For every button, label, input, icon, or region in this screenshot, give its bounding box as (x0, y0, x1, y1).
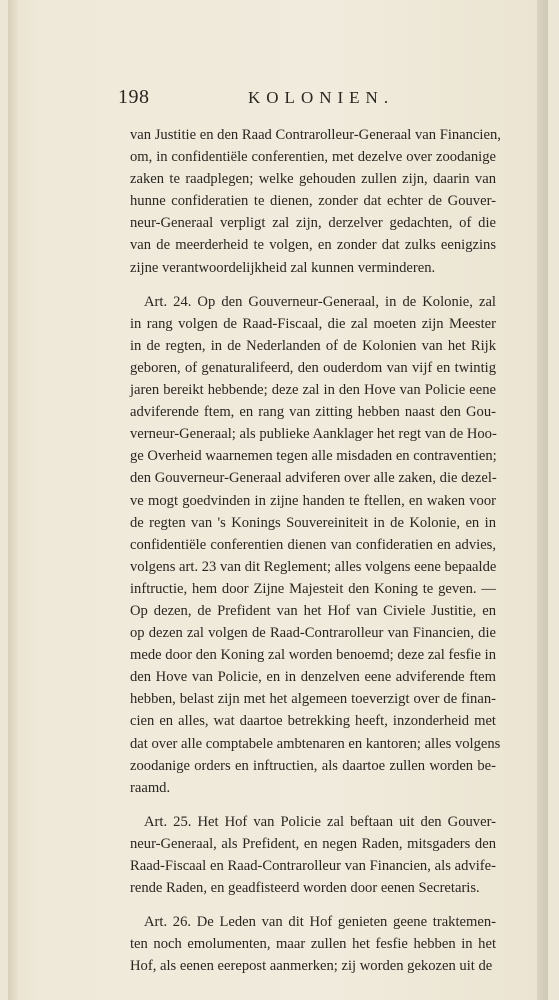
text-line: ge Overheid waarnemen tegen alle misdaden en contraventien; (130, 448, 497, 465)
text-line: Hof, als eenen eerepost aanmerken; zij worden gekozen uit de (130, 958, 493, 975)
text-line: zijne verantwoordelijkheid zal kunnen verminderen. (130, 259, 436, 276)
text-line: Raad-Fiscaal en Raad-Contrarolleur van Financien, als advife- (130, 858, 496, 874)
text-line: op dezen zal volgen de Raad-Contrarolleur van Financien, die (130, 625, 496, 642)
page-edge (537, 0, 548, 1000)
paragraph (130, 291, 501, 799)
text-line: in rang volgen de Raad-Fiscaal, die zal moeten zijn Meester (130, 315, 496, 332)
paragraph (130, 811, 496, 899)
text-line: hebben, belast zijn met het algemeen toeverzigt over de finan- (130, 691, 496, 708)
running-head: KOLONIEN. (248, 88, 395, 107)
text-line: rende Raden, en geadfisteerd worden door eenen Secretaris. (130, 880, 480, 897)
text-line: jaren bereikt hebbende; deze zal in den Hove van Policie eene (130, 382, 496, 399)
text-line: raamd. (130, 779, 171, 796)
text-line: dat over alle comptabele ambtenaren en kantoren; alles volgens (130, 735, 501, 752)
text-line: mede door den Koning zal worden benoemd; deze zal fesfie in (130, 647, 496, 664)
paragraph (130, 911, 496, 977)
text-line: den Gouverneur-Generaal adviferen over alle zaken, die dezel- (130, 470, 497, 487)
text-line: neur-Generaal verpligt zal zijn, derzelver gedachten, of die (130, 215, 496, 232)
text-line: inftructie, hem door Zijne Majesteit den Koning te geven. — (130, 580, 496, 597)
text-line: ten noch emolumenten, maar zullen het fesfie hebben in het (130, 936, 496, 953)
text-line: ve mogt goedvinden in zijne handen te ftellen, en waken voor (130, 492, 496, 509)
text-line: cien en alles, wat daartoe betrekking heeft, inzonderheid met (130, 713, 496, 730)
book-page (8, 0, 548, 1000)
text-line: zaken te raadplegen; welke gehouden zullen zijn, daarin van (130, 171, 496, 188)
body-text (130, 124, 501, 989)
text-line: verneur-Generaal; als publieke Aanklager het regt van de Hoo- (130, 426, 497, 443)
text-line: Art. 25. Het Hof van Policie zal beftaan uit den Gouver- (144, 813, 496, 830)
text-line: volgens art. 23 van dit Reglement; alles volgens eene bepaalde (130, 558, 497, 575)
text-line: adviferende ftem, en rang van zitting hebben naast den Gou- (130, 404, 496, 421)
text-line: de regten van 's Konings Souvereiniteit in de Kolonie, en in (130, 514, 496, 531)
page-header (118, 86, 488, 112)
text-line: om, in confidentiële conferentien, met dezelve over zoodanige (130, 149, 496, 166)
text-line: Art. 24. Op den Gouverneur-Generaal, in de Kolonie, zal (144, 293, 496, 310)
text-line: zoodanige orders en inftructien, als daartoe zullen worden be- (130, 757, 496, 774)
text-line: Op dezen, de Prefident van het Hof van Civiele Justitie, en (130, 602, 496, 619)
paragraph (130, 124, 501, 279)
text-line: van de meerderheid te volgen, en zonder dat zulks eenigzins (130, 237, 496, 254)
text-line: Art. 26. De Leden van dit Hof genieten geene traktemen- (144, 914, 496, 931)
text-line: van Justitie en den Raad Contrarolleur-Generaal van Financien, (130, 127, 501, 143)
text-line: hunne confideratien te dienen, zonder dat echter de Gouver- (130, 193, 496, 210)
text-line: neur-Generaal, als Prefident, en negen Raden, mitsgaders den (130, 835, 496, 852)
text-line: geboren, of genaturalifeerd, den ouderdom van vijf en twintig (130, 359, 496, 376)
text-line: den Hove van Policie, en in denzelven eene adviferende ftem (130, 669, 496, 686)
page-number: 198 (118, 86, 150, 108)
text-line: confidentiële conferentien dienen van confideratien en advies, (130, 536, 496, 553)
text-line: in de regten, in de Nederlanden of de Kolonien van het Rijk (130, 337, 496, 354)
page-gutter (8, 0, 18, 1000)
